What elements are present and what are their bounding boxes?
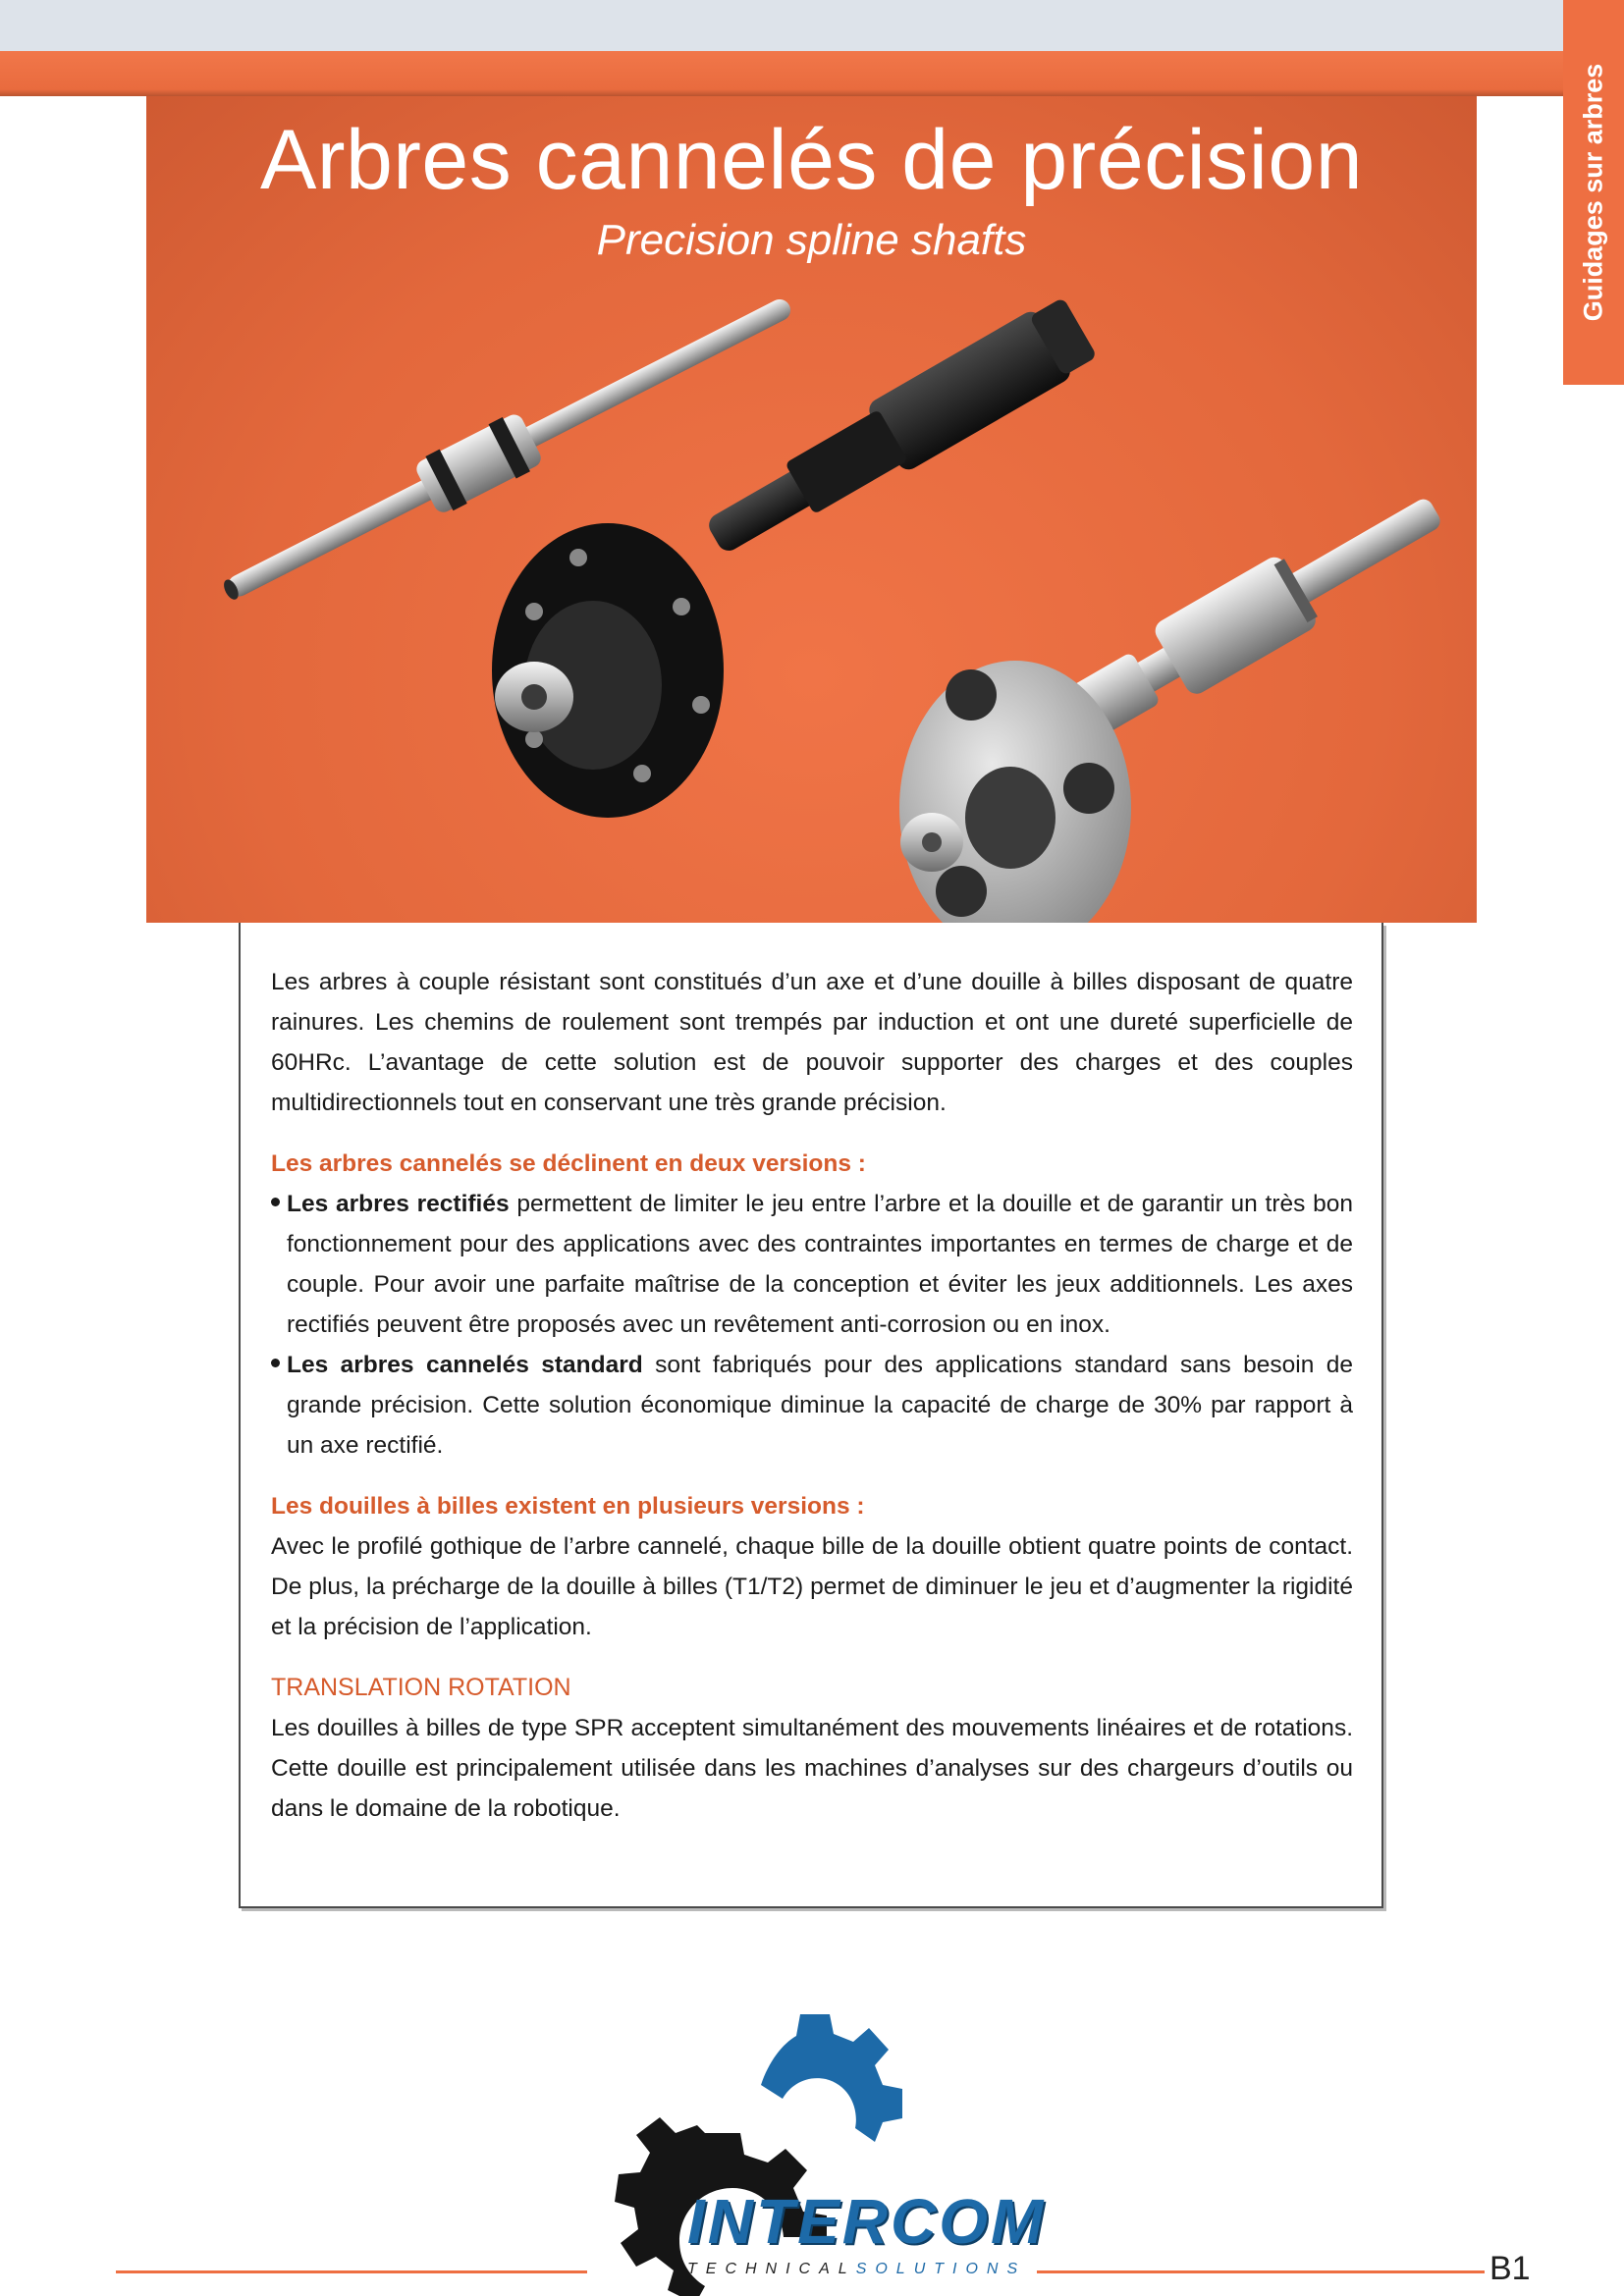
page-subtitle: Precision spline shafts bbox=[596, 216, 1027, 264]
shaft-steel-flange bbox=[899, 474, 1456, 923]
bullet-lead: Les arbres cannelés standard bbox=[287, 1352, 643, 1378]
footer-rule-left bbox=[116, 2270, 587, 2273]
tagline-solutions: SOLUTIONS bbox=[855, 2261, 1027, 2277]
list-item bbox=[271, 1184, 1353, 1345]
brand-tagline bbox=[687, 2261, 1026, 2278]
bushings-paragraph: Avec le profilé gothique de l’arbre cannelé, chaque bille de la douille obtient quatre points de contact. De plus, la précharge de la douille à billes (T1/T2) permet de diminuer le jeu et d’augmenter la rigidité et la précision de l’application. bbox=[271, 1533, 1353, 1640]
hero-banner bbox=[146, 96, 1477, 923]
content-text bbox=[271, 962, 1353, 1829]
translation-paragraph: Les douilles à billes de type SPR acceptent simultanément des mouvements linéaires et de rotations. Cette douille est principalement utilisée dans les machines d’analyses sur des chargeurs d’outils ou dans le domaine de la robotique. bbox=[271, 1715, 1353, 1822]
top-accent-bar bbox=[0, 51, 1563, 96]
bullet-text: permettent de limiter le jeu entre l’arbre et la douille et de garantir un très bon fonctionnement pour des applications avec des contraintes importantes en termes de charge et de couple. Pour avoir une parfaite maîtrise de la conception et éviter les jeux additionnels. Les axes rectifiés peuvent être proposés avec un revêtement anti-corrosion ou en inox. bbox=[287, 1191, 1353, 1338]
top-header-band bbox=[0, 0, 1563, 51]
versions-heading: Les arbres cannelés se déclinent en deux versions : bbox=[271, 1150, 866, 1177]
bullet-text: sont fabriqués pour des applications standard sans besoin de grande précision. Cette solution économique diminue la capacité de charge de 30% par rapport à un axe rectifié. bbox=[287, 1352, 1353, 1459]
bushings-heading: Les douilles à billes existent en plusieurs versions : bbox=[271, 1493, 865, 1520]
page-title: Arbres cannelés de précision bbox=[259, 113, 1364, 207]
tagline-technical: TECHNICAL bbox=[687, 2261, 856, 2277]
blue-gear-icon bbox=[761, 2014, 902, 2142]
bullet-icon bbox=[271, 1198, 280, 1206]
shaft-long bbox=[212, 278, 803, 619]
intro-paragraph: Les arbres à couple résistant sont constitués d’un axe et d’une douille à billes disposant de quatre rainures. Les chemins de roulement sont trempés par induction et ont une dureté superficielle de 60HRc. L’avantage de cette solution est de pouvoir supporter des charges et des couples multidirectionnels tout en conservant une très grande précision. bbox=[271, 969, 1353, 1116]
section-tab-label: Guidages sur arbres bbox=[1578, 63, 1608, 322]
list-item bbox=[271, 1345, 1353, 1466]
bullet-icon bbox=[271, 1359, 280, 1367]
translation-heading: TRANSLATION ROTATION bbox=[271, 1674, 571, 1701]
brand-wordmark: INTERCOM bbox=[687, 2186, 1047, 2257]
page-number: B1 bbox=[1489, 2250, 1531, 2287]
bullet-lead: Les arbres rectifiés bbox=[287, 1191, 510, 1217]
footer-rule-right bbox=[1037, 2270, 1485, 2273]
